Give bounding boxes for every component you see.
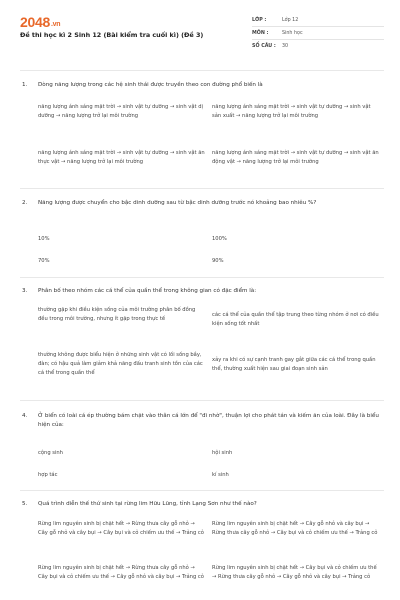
- answer-option[interactable]: Rừng lim nguyên sinh bị chặt hết → Cây gỗ nhỏ và cây bụi → Rừng thưa cây gỗ nhỏ → Cây bụi và cỏ chiếm ưu thế → Trảng cỏ: [212, 521, 378, 536]
- answer-option[interactable]: năng lượng ánh sáng mặt trời → sinh vật tự dưỡng → sinh vật ăn thực vật → năng lượng trở lại môi trường: [38, 150, 205, 165]
- question-number: 1.: [22, 82, 28, 88]
- answer-option[interactable]: 90%: [212, 258, 224, 264]
- answer-option[interactable]: thường không được biểu hiện ở những sinh vật có lối sống bầy, đàn; có hậu quả làm giảm khả năng đấu tranh sinh tồn của các cá thể trong quần thể: [38, 352, 203, 376]
- site-logo[interactable]: [20, 14, 60, 30]
- question-divider: [20, 400, 384, 401]
- exam-title: Đề thi học kì 2 Sinh 12 (Bài kiểm tra cuối kì) (Đề 3): [20, 31, 204, 39]
- answer-option[interactable]: hội sinh: [212, 450, 233, 456]
- meta-label: SỐ CÂU :: [252, 44, 276, 49]
- meta-value: 30: [282, 44, 289, 49]
- question-number: 5.: [22, 501, 28, 507]
- meta-row-count: [252, 40, 384, 53]
- answer-option[interactable]: Rừng lim nguyên sinh bị chặt hết → Rừng thưa cây gỗ nhỏ → Cây bụi và cỏ chiếm ưu thế → Cây gỗ nhỏ và cây bụi → Trảng cỏ: [38, 565, 204, 580]
- meta-row-class: [252, 14, 384, 27]
- answer-option[interactable]: năng lượng ánh sáng mặt trời → sinh vật tự dưỡng → sinh vật sản xuất → năng lượng trở lại môi trường: [212, 104, 371, 119]
- answer-option[interactable]: thường gặp khi điều kiện sống của môi trường phân bố đồng đều trong môi trường, nhưng ít gặp trong thực tế: [38, 307, 196, 322]
- question-divider: [20, 188, 384, 189]
- answer-option[interactable]: các cá thể của quần thể tập trung theo từng nhóm ở nơi có điều kiện sống tốt nhất: [212, 312, 379, 327]
- question-divider: [20, 277, 384, 278]
- question-text: Năng lượng được chuyển cho bậc dinh dưỡng sau từ bậc dinh dưỡng trước nó khoảng bao nhiêu %?: [38, 200, 317, 206]
- question-text: Phân bố theo nhóm các cá thể của quần thể trong không gian có đặc điểm là:: [38, 288, 257, 294]
- question-text: Quá trình diễn thế thứ sinh tại rừng lim Hữu Lũng, tỉnh Lạng Sơn như thế nào?: [38, 501, 257, 507]
- question-text: Ở biển có loài cá ép thường bám chặt vào thân cá lớn để "đi nhờ", thuận lợi cho phát tán và kiếm ăn của loài. Đây là biểu hiện của:: [38, 413, 379, 428]
- answer-option[interactable]: 100%: [212, 236, 227, 242]
- answer-option[interactable]: Rừng lim nguyên sinh bị chặt hết → Rừng thưa cây gỗ nhỏ → Cây gỗ nhỏ và cây bụi → Cây bụi và cỏ chiếm ưu thế → Trảng cỏ: [38, 521, 204, 536]
- page-header: [0, 0, 400, 68]
- question-text: Dòng năng lượng trong các hệ sinh thái được truyền theo con đường phổ biến là: [38, 82, 263, 88]
- header-divider: [20, 70, 384, 71]
- question-number: 3.: [22, 288, 28, 294]
- meta-row-subject: [252, 27, 384, 40]
- logo-suffix: .vn: [50, 21, 61, 28]
- answer-option[interactable]: kí sinh: [212, 472, 229, 478]
- question-number: 2.: [22, 200, 28, 206]
- question-number: 4.: [22, 413, 28, 419]
- answer-option[interactable]: 70%: [38, 258, 50, 264]
- answer-option[interactable]: hợp tác: [38, 472, 58, 478]
- answer-option[interactable]: năng lượng ánh sáng mặt trời → sinh vật tự dưỡng → sinh vật ăn động vật → năng lượng trở lại môi trường: [212, 150, 379, 165]
- meta-label: MÔN :: [252, 30, 269, 36]
- question-divider: [20, 490, 384, 491]
- logo-text: 2048: [20, 14, 50, 30]
- answer-option[interactable]: 10%: [38, 236, 50, 242]
- answer-option[interactable]: năng lượng ánh sáng mặt trời → sinh vật tự dưỡng → sinh vật dị dưỡng → năng lượng trở lại môi trường: [38, 104, 203, 119]
- meta-value: Lớp 12: [282, 17, 299, 23]
- answer-option[interactable]: xảy ra khi có sự cạnh tranh gay gắt giữa các cá thể trong quần thể, thường xuất hiện sau giai đoạn sinh sản: [212, 357, 376, 372]
- meta-label: LỚP :: [252, 17, 267, 23]
- meta-value: Sinh học: [282, 30, 303, 36]
- exam-meta-table: [252, 14, 384, 53]
- answer-option[interactable]: cộng sinh: [38, 450, 63, 456]
- answer-option[interactable]: Rừng lim nguyên sinh bị chặt hết → Cây bụi và cỏ chiếm ưu thế → Rừng thưa cây gỗ nhỏ → Cây gỗ nhỏ và cây bụi → Trảng cỏ: [212, 565, 377, 580]
